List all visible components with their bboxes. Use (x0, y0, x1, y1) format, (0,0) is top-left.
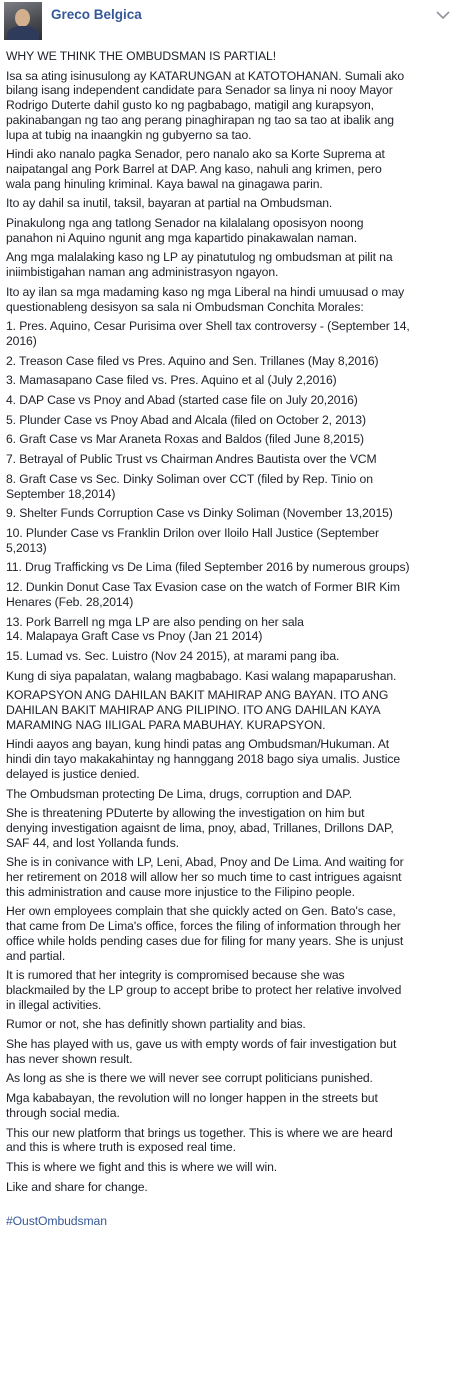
list-item: 12. Dunkin Donut Case Tax Evasion case on the watch of Former BIR Kim Henares (Feb. 28,2014) (6, 580, 400, 609)
list-item: 3. Mamasapano Case filed vs. Pres. Aquino et al (July 2,2016) (6, 373, 337, 388)
post-paragraph: She is threatening PDuterte by allowing the investigation on him but denying investigation agaisnt de lima, pnoy, abad, Trillanes, Drillons DAP, SAF 44, and lost Yollanda funds. (6, 806, 394, 850)
list-item: 7. Betrayal of Public Trust vs Chairman Andres Bautista over the VCM (6, 452, 377, 467)
post-paragraph: WHY WE THINK THE OMBUDSMAN IS PARTIAL! (6, 49, 277, 63)
list-item: 5. Plunder Case vs Pnoy Abad and Alcala (filed on October 2, 2013) (6, 412, 366, 427)
post-paragraph: Like and share for change. (6, 1179, 148, 1194)
post-paragraph: Pinakulong nga ang tatlong Senador na kilalalang oposisyon noong panahon ni Aquino ngunit ang mga kapartido pinakawalan naman. (6, 216, 364, 245)
list-item: 10. Plunder Case vs Franklin Drilon over Iloilo Hall Justice (September 5,2013) (6, 525, 379, 555)
post-paragraph: Ito ay ilan sa mga madaming kaso ng mga Liberal na hindi umuusad o may questionableng desisyon sa sala ni Ombudsman Conchita Morales: (6, 284, 405, 314)
post-paragraph: Ito ay dahil sa inutil, taksil, bayaran at partial na Ombudsman. (6, 196, 333, 211)
post-body (6, 49, 455, 1234)
post-header (0, 0, 465, 46)
post-paragraph: KORAPSYON ANG DAHILAN BAKIT MAHIRAP ANG BAYAN. ITO ANG DAHILAN BAKIT MAHIRAP ANG PILIPINO. ITO ANG DAHILAN KAYA MARAMING NAG IILIGAL PARA MABUHAY. KURAPSYON. (6, 688, 389, 732)
list-item: 8. Graft Case vs Sec. Dinky Soliman over CCT (filed by Rep. Tinio on September 18,2014) (6, 471, 373, 501)
list-item: 1. Pres. Aquino, Cesar Purisima over Shell tax controversy - (September 14, 2016) (6, 319, 410, 348)
post-paragraph: Hindi aayos ang bayan, kung hindi patas ang Ombudsman/Hukuman. At hindi din tayo makakahintay ng hannggang 2018 bago siya umalis. Justice delayed is justice denied. (6, 737, 400, 781)
avatar-face (15, 9, 30, 27)
post-paragraph: Ang mga malalaking kaso ng LP ay pinatutulog ng ombudsman at pilit na iniimbistigahan naman ang administrasyon ngayon. (6, 250, 393, 280)
post-paragraph: Her own employees complain that she quickly acted on Gen. Bato's case, that came from De Lima's office, forces the filing of information through her office while holds pending cases due for filing for many years. She is unjust and partial. (6, 904, 404, 963)
author-name-link[interactable]: Greco Belgica (51, 7, 142, 22)
post-paragraph: Mga kababayan, the revolution will no longer happen in the streets but through social media. (6, 1091, 378, 1120)
post-paragraph: Isa sa ating isinusulong ay KATARUNGAN at KATOTOHANAN. Sumali ako bilang isang independent candidate para Senador sa linya ni nooy Mayor Rodrigo Duterte dahil gusto ko ng pagbabago, matigil ang kurapsyon, pakinabangan ng tao ang perang pinaghirapan ng tao sa tao at ibalik ang lupa at tubig na inaangkin ng gubyerno sa tao. (6, 68, 405, 142)
post-paragraph: Rumor or not, she has definitly shown partiality and bias. (6, 1017, 306, 1032)
post-paragraph: It is rumored that her integrity is compromised because she was blackmailed by the LP group to accept bribe to protect her relative involved in illegal activities. (6, 968, 402, 1012)
avatar[interactable] (4, 2, 42, 40)
list-item: 2. Treason Case filed vs Pres. Aquino and Sen. Trillanes (May 8,2016) (6, 353, 379, 368)
list-item: 15. Lumad vs. Sec. Luistro (Nov 24 2015), at marami pang iba. (6, 648, 340, 663)
hashtag-link[interactable]: #OustOmbudsman (6, 1214, 107, 1229)
list-item: 11. Drug Trafficking vs De Lima (filed September 2016 by numerous groups) (6, 560, 410, 575)
post-paragraph: The Ombudsman protecting De Lima, drugs, corruption and DAP. (6, 786, 353, 801)
list-item: 13. Pork Barrell ng mga LP are also pending on her sala 14. Malapaya Graft Case vs Pnoy (Jan 21 2014) (6, 614, 304, 644)
post-paragraph: Hindi ako nanalo pagka Senador, pero nanalo ako sa Korte Suprema at naipatangal ang Pork Barrel at DAP. Ang kaso, nahuli ang krimen, pero wala pang hinuling kriminal. Kaya bawal na ginagawa parin. (6, 147, 385, 191)
post-paragraph: She is in conivance with LP, Leni, Abad, Pnoy and De Lima. And waiting for her retirement on 2018 will allow her so much time to cast intrigues agaisnt this administration and cause more injustice to the Filipino people. (6, 855, 404, 899)
post-paragraph: This our new platform that brings us together. This is where we are heard and this is where truth is exposed real time. (6, 1125, 393, 1155)
post-paragraph: She has played with us, gave us with empty words of fair investigation but has never shown result. (6, 1037, 397, 1066)
avatar-shoulders (7, 26, 39, 40)
list-item: 4. DAP Case vs Pnoy and Abad (started case file on July 20,2016) (6, 393, 358, 408)
list-item: 6. Graft Case vs Mar Araneta Roxas and Baldos (filed June 8,2015) (6, 432, 364, 447)
hashtag-paragraph (6, 1199, 455, 1228)
chevron-down-icon[interactable] (436, 9, 450, 21)
post-paragraph: As long as she is there we will never see corrupt politicians punished. (6, 1071, 373, 1086)
post-paragraph: This is where we fight and this is where we will win. (6, 1160, 278, 1174)
list-item: 9. Shelter Funds Corruption Case vs Dinky Soliman (November 13,2015) (6, 506, 393, 521)
post-paragraph: Kung di siya papalatan, walang magbabago. Kasi walang mapaparushan. (6, 668, 397, 683)
